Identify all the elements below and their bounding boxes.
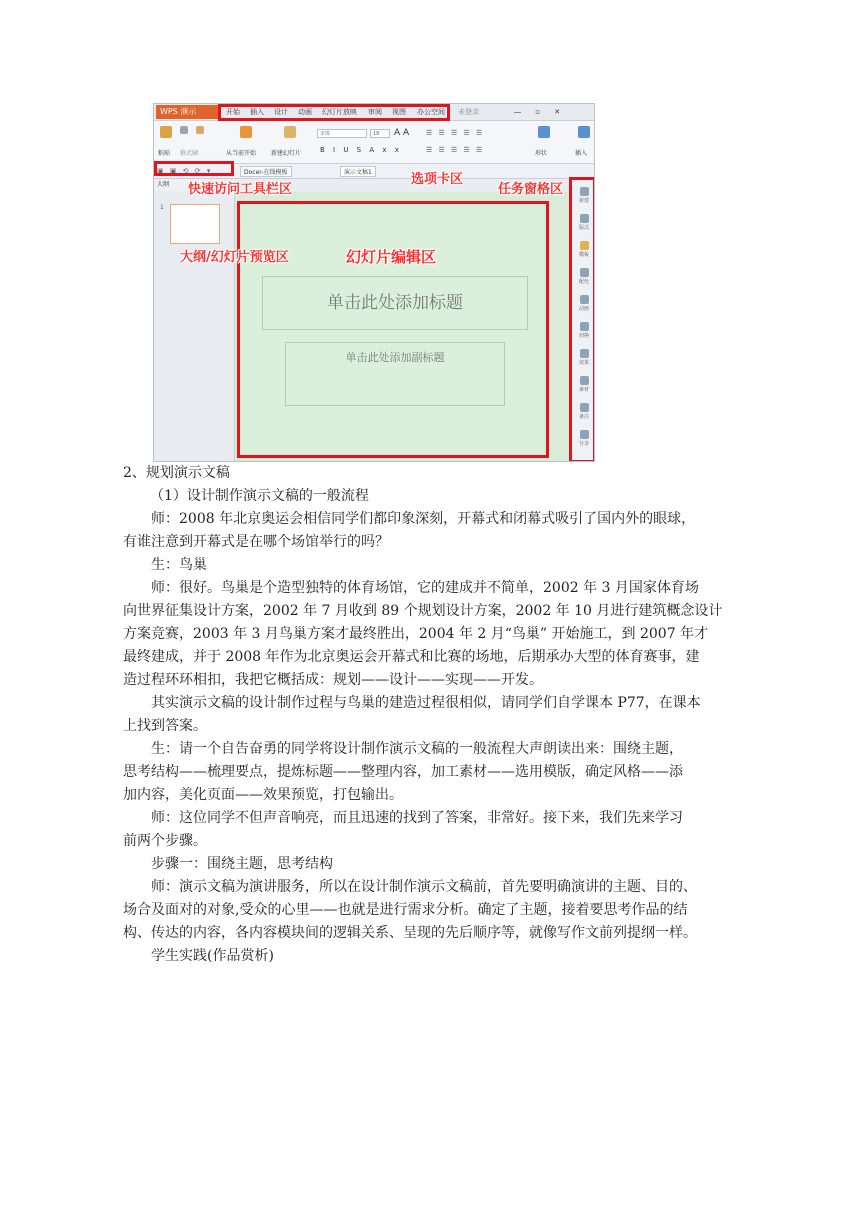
paragraph-line: 前两个步骤。 xyxy=(123,833,207,849)
title-placeholder[interactable]: 单击此处添加标题 xyxy=(262,276,528,330)
quick-access-annotation-label: 快速访问工具栏区 xyxy=(188,182,293,197)
subheading: （1）设计制作演示文稿的一般流程 xyxy=(150,488,369,504)
paragraph-line: 有谁注意到开幕式是在哪个场馆举行的吗？ xyxy=(123,534,389,550)
tab-animation[interactable]: 动画 xyxy=(298,108,312,116)
paragraph-line: 场合及面对的对象,受众的心里——也就是进行需求分析。确定了主题，接着要思考作品的结 xyxy=(123,902,688,918)
font-name-select[interactable]: 宋体 xyxy=(317,129,367,138)
subtitle-placeholder[interactable]: 单击此处添加副标题 xyxy=(285,342,505,406)
format-painter-icon[interactable] xyxy=(196,126,204,134)
paste-label: 粘贴 xyxy=(158,150,171,157)
task-animation[interactable]: 动画 xyxy=(571,295,595,312)
cut-icon[interactable] xyxy=(180,126,188,134)
paragraph-line: 上找到答案。 xyxy=(123,718,207,734)
task-material[interactable]: 素材 xyxy=(571,376,595,393)
wps-screenshot-figure xyxy=(153,103,595,462)
grow-shrink-font-icon[interactable]: A A xyxy=(394,128,410,138)
task-color[interactable]: 配色 xyxy=(571,268,595,285)
tab-start[interactable]: 开始 xyxy=(226,108,240,116)
font-style-buttons[interactable]: B I U S A x x xyxy=(320,146,402,154)
font-size-select[interactable]: 18 xyxy=(370,129,390,138)
new-slide-label: 新建幻灯片 xyxy=(271,150,302,157)
slide-thumb-number: 1 xyxy=(160,204,164,211)
tab-slideshow[interactable]: 幻灯片放映 xyxy=(322,108,357,116)
wps-app-button[interactable]: WPS 演示 xyxy=(156,105,218,119)
task-notes[interactable]: 备注 xyxy=(571,403,595,420)
task-pane-annotation-label: 任务窗格区 xyxy=(498,182,564,197)
paragraph-line: 方案竞赛，2003 年 3 月鸟巢方案才最终胜出，2004 年 2 月“鸟巢” 开始施工，到 2007 年才 xyxy=(123,626,709,642)
outline-tab-bar[interactable]: 大纲 xyxy=(154,179,234,191)
slide-thumbnail[interactable] xyxy=(170,204,220,244)
task-transition[interactable]: 切换 xyxy=(571,322,595,339)
paragraph-line: 师：很好。鸟巢是个造型独特的体育场馆，它的建成并不简单，2002 年 3 月国家体育场 xyxy=(151,580,699,596)
paste-icon[interactable] xyxy=(160,126,172,138)
paragraph-line: 师：2008 年北京奥运会相信同学们都印象深刻，开幕式和闭幕式吸引了国内外的眼球， xyxy=(151,511,696,527)
play-from-current-label: 从当前开始 xyxy=(226,150,257,157)
shape-label: 形状 xyxy=(535,150,548,157)
doc-tab-presentation1[interactable]: 演示文稿1 xyxy=(340,166,376,177)
paragraph-line: 师：这位同学不但声音响亮，而且迅速的找到了答案，非常好。接下来，我们先来学习 xyxy=(151,810,683,826)
task-template[interactable]: 模板 xyxy=(571,241,595,258)
paragraph-line: 生：请一个自告奋勇的同学将设计制作演示文稿的一般流程大声朗读出来：围绕主题， xyxy=(151,741,683,757)
tabs-annotation-label: 选项卡区 xyxy=(411,172,464,187)
tabs-annotation-box xyxy=(218,104,450,121)
shape-icon[interactable] xyxy=(538,126,550,138)
quick-access-annotation-box xyxy=(154,161,234,176)
ribbon xyxy=(154,121,594,164)
format-painter-label: 格式刷 xyxy=(180,150,199,157)
paragraph-line: 其实演示文稿的设计制作过程与鸟巢的建造过程很相似，请同学们自学课本 P77，在课本 xyxy=(151,695,701,711)
paragraph-line: 思考结构——梳理要点，提炼标题——整理内容，加工素材——选用模版，确定风格——添 xyxy=(123,764,683,780)
paragraph-line: 生：鸟巢 xyxy=(151,557,207,573)
new-slide-icon[interactable] xyxy=(284,126,296,138)
paragraph-line: 造过程环环相扣，我把它概括成：规划——设计——实现——开发。 xyxy=(123,672,543,688)
paragraph-icons[interactable]: ☰ ☰ ☰ ☰ ☰ xyxy=(426,129,485,137)
section-heading: 2、规划演示文稿 xyxy=(123,465,230,481)
doc-tab-docer[interactable]: Docer-在线模板 xyxy=(240,166,292,177)
slide-edit-annotation-label: 幻灯片编辑区 xyxy=(346,248,437,266)
paragraph-line: 构、传达的内容，各内容模块间的逻辑关系、呈现的先后顺序等，就像写作文前列提纲一样。 xyxy=(123,925,697,941)
insert-icon[interactable] xyxy=(578,126,590,138)
paragraph-line: 师：演示文稿为演讲服务，所以在设计制作演示文稿前，首先要明确演讲的主题、目的、 xyxy=(151,879,697,895)
task-new[interactable]: 新建 xyxy=(571,187,595,204)
tab-design[interactable]: 设计 xyxy=(274,108,288,116)
login-status[interactable]: 未登录 xyxy=(458,108,479,116)
tab-review[interactable]: 审阅 xyxy=(368,108,382,116)
task-effect[interactable]: 效果 xyxy=(571,349,595,366)
outline-preview-annotation-label: 大纲/幻灯片预览区 xyxy=(180,250,289,265)
tab-office-space[interactable]: 办公空间 xyxy=(417,108,445,116)
paragraph-line: 加内容，美化页面——效果预览，打包输出。 xyxy=(123,787,403,803)
paragraph-line: 最终建成，并于 2008 年作为北京奥运会开幕式和比赛的场地，后期承办大型的体育赛事，建 xyxy=(123,649,700,665)
align-icons[interactable]: ☰ ☰ ☰ ☰ ☰ xyxy=(426,146,485,154)
slide-edit-annotation-box xyxy=(237,201,549,458)
task-share[interactable]: 分享 xyxy=(571,430,595,447)
quick-access-icons[interactable]: ▣ ▣ ⟲ ⟳ ▾ xyxy=(157,167,213,175)
paragraph-line: 学生实践(作品赏析) xyxy=(151,948,274,964)
play-from-current-icon[interactable] xyxy=(240,126,252,138)
insert-label: 插入 xyxy=(575,150,588,157)
tab-insert[interactable]: 插入 xyxy=(250,108,264,116)
task-pane-annotation-box xyxy=(569,177,595,462)
window-controls[interactable]: ― ▫ ✕ xyxy=(514,108,567,116)
task-layout[interactable]: 版式 xyxy=(571,214,595,231)
tab-view[interactable]: 视图 xyxy=(392,108,406,116)
paragraph-line: 向世界征集设计方案，2002 年 7 月收到 89 个规划设计方案，2002 年 10 月进行建筑概念设计 xyxy=(123,603,723,619)
paragraph-line: 步骤一：围绕主题，思考结构 xyxy=(151,856,333,872)
